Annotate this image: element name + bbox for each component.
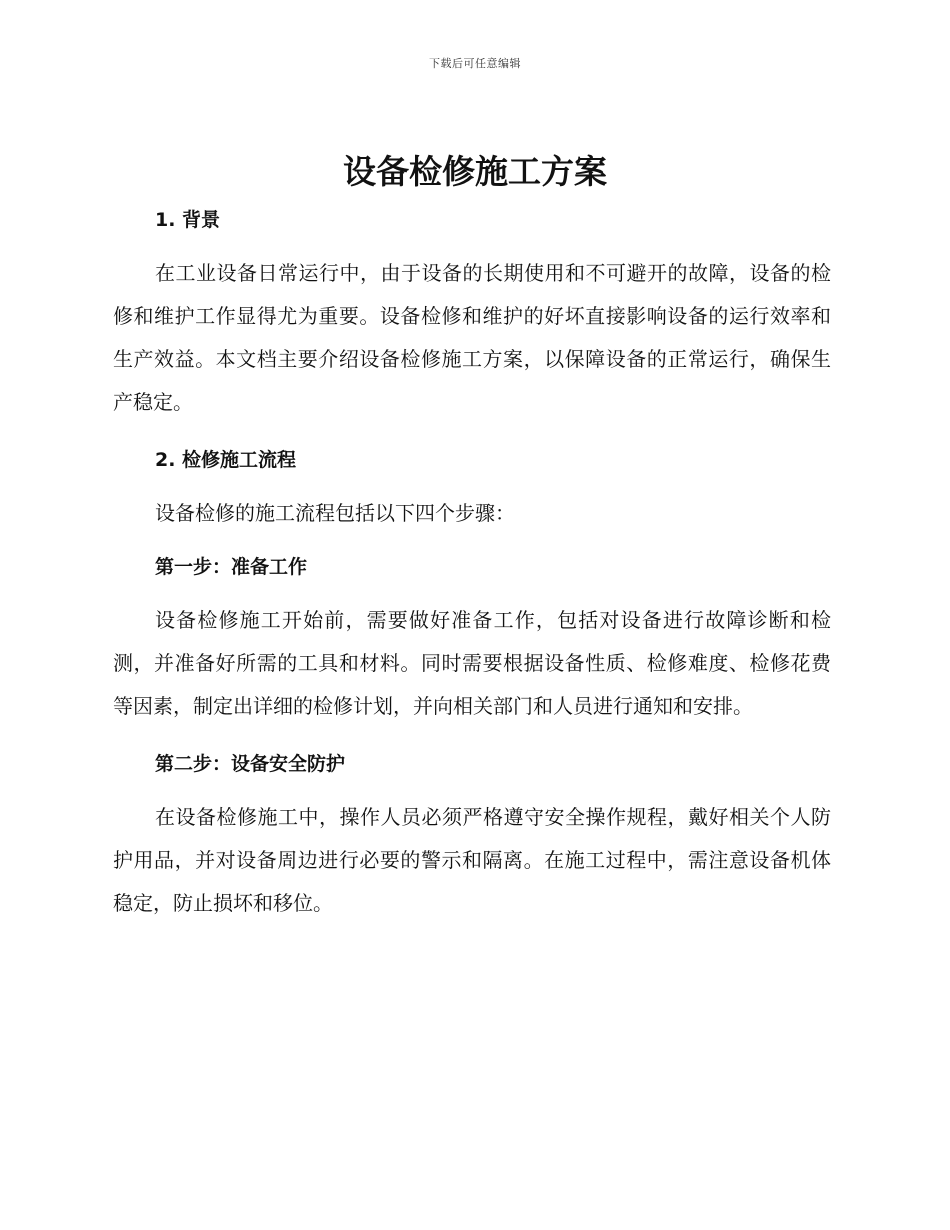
step1-heading: 第一步：准备工作: [155, 556, 308, 578]
section-heading-process: 2. 检修施工流程: [155, 449, 297, 471]
background-paragraph: 在工业设备日常运行中，由于设备的长期使用和不可避开的故障，设备的检修和维护工作显得尤为重要。设备检修和维护的好坏直接影响设备的运行效率和生产效益。本文档主要介绍设备检修施工方案，以保障设备的正常运行，确保生产稳定。: [113, 261, 831, 414]
section-heading-background: 1. 背景: [155, 209, 221, 231]
step2-paragraph: 在设备检修施工中，操作人员必须严格遵守安全操作规程，戴好相关个人防护用品，并对设备周边进行必要的警示和隔离。在施工过程中，需注意设备机体稳定，防止损坏和移位。: [113, 805, 831, 915]
process-intro: 设备检修的施工流程包括以下四个步骤：: [155, 501, 515, 525]
document-body: [113, 200, 831, 925]
document-title: 设备检修施工方案: [343, 152, 607, 191]
step1-paragraph: 设备检修施工开始前，需要做好准备工作，包括对设备进行故障诊断和检测，并准备好所需的工具和材料。同时需要根据设备性质、检修难度、检修花费等因素，制定出详细的检修计划，并向相关部门和人员进行通知和安排。: [113, 608, 831, 718]
step2-heading: 第二步：设备安全防护: [155, 753, 346, 775]
header-note: 下载后可任意编辑: [429, 57, 521, 70]
